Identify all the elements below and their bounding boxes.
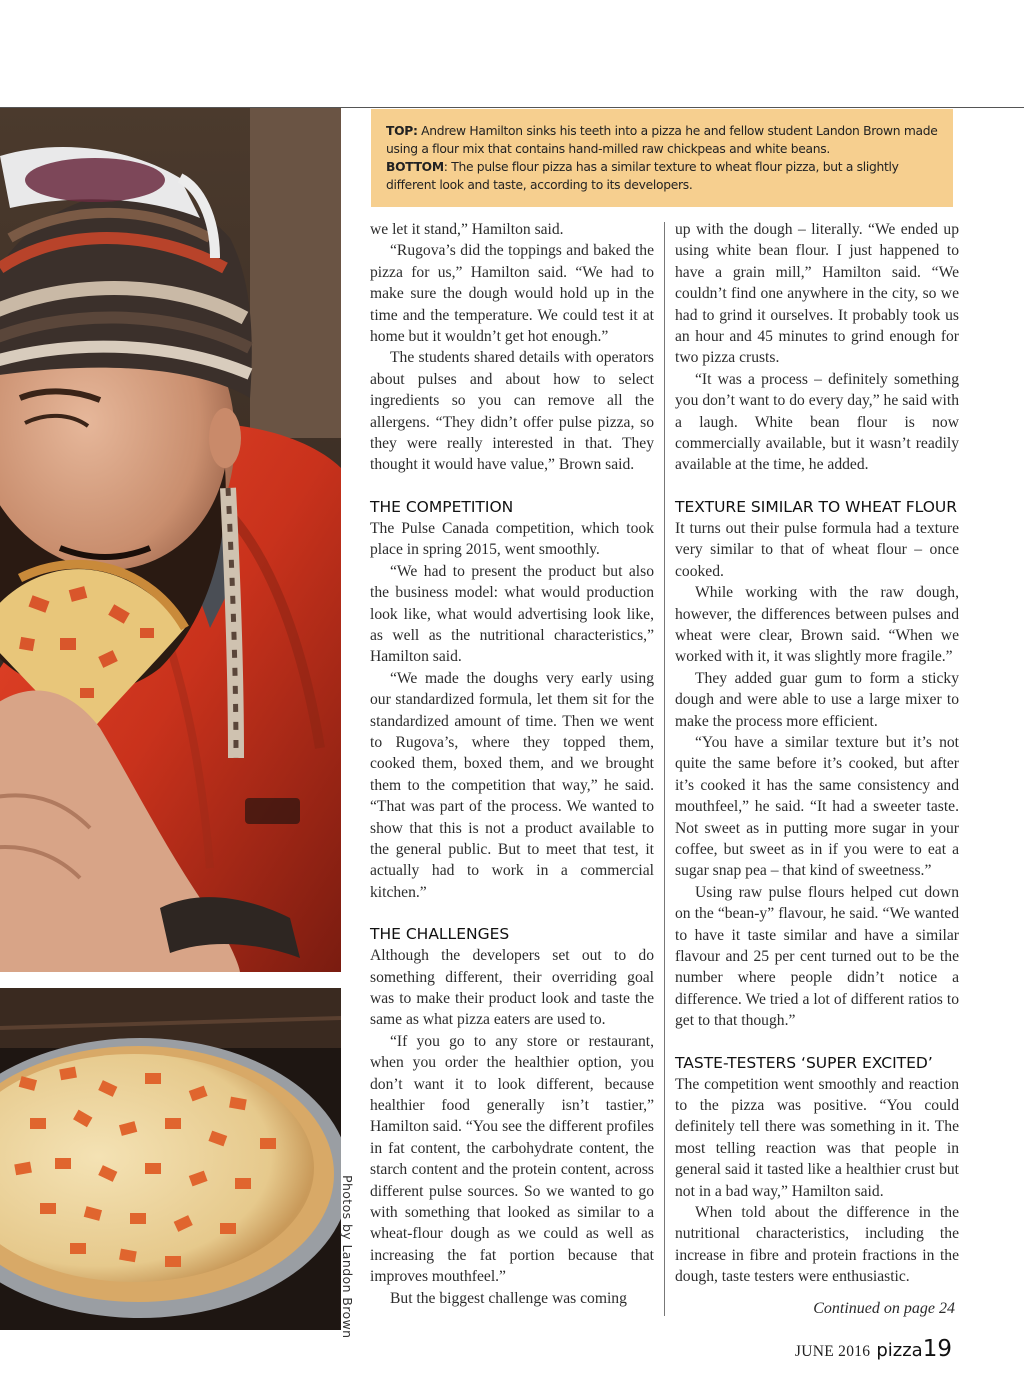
caption-bottom-label: BOTTOM — [386, 160, 444, 174]
paragraph: “If you go to any store or restaurant, when you order the healthier option, you don’t want it to look different, because healthier food generally isn’t tastier,” Hamilton said. “You see the different profiles in fat content, the carbohydrate content, the starch content and the protein content, across different pulse sources. So we wanted to go with something that looked as similar to a wheat-flour dough as we could as well as increasing the fat portion because that improves mouthfeel.” — [370, 1032, 654, 1286]
section-heading-challenges: THE CHALLENGES — [370, 925, 510, 944]
continued-note: Continued on page 24 — [813, 1300, 955, 1317]
section-heading-taste-testers: TASTE-TESTERS ‘SUPER EXCITED’ — [675, 1053, 933, 1072]
paragraph: While working with the raw dough, however, the differences between pulses and wheat were clear, Brown said. “When we worked with it, it was slightly more fragile.” — [675, 584, 959, 666]
photo-caption — [371, 109, 953, 207]
paragraph: The students shared details with operators about pulses and about how to select ingredients so you can remove all the allergens. “They didn’t offer pulse pizza, so they were really interested in that. They thought it would have value,” Brown said. — [370, 349, 654, 474]
paragraph: When told about the difference in the nutritional characteristics, including the increase in fibre and protein fractions in the dough, taste testers were enthusiastic. — [675, 1204, 959, 1286]
paragraph: “It was a process – definitely something you don’t want to do every day,” he said with a laugh. White bean flour is now commercially available, but it wasn’t readily available at the time, he added. — [675, 370, 959, 474]
paragraph: But the biggest challenge was coming — [390, 1289, 627, 1307]
photo-man-eating-pizza — [0, 108, 341, 972]
paragraph: up with the dough – literally. “We ended up using white bean flour. I just happened to have a grain mill,” Hamilton said. “We couldn’t find one anywhere in the city, so we had to grind it ourselves. It probably took us an hour and 45 minutes to grind enough for two pizza crusts. — [675, 221, 959, 367]
column-divider — [664, 222, 665, 1316]
paragraph: “You have a similar texture but it’s not quite the same before it’s cooked, but after it’s cooked it has the same consistency and mouthfeel,” he said. “It had a sweeter taste. Not sweet as in putting more sugar in your coffee, but sweet as in if you were to eat a sugar snap pea – that kind of sweetness.” — [675, 733, 959, 880]
photo-credit: Photos by Landon Brown — [340, 1175, 355, 1339]
article-column-right — [675, 219, 959, 1288]
paragraph: The competition went smoothly and reaction to the pizza was positive. “You could definitely tell there was something in it. The most telling reaction was that people in general said it tasted like a healthier crust but not in a bad way,” Hamilton said. — [675, 1075, 959, 1200]
issue-date: JUNE 2016 — [794, 1343, 871, 1360]
article-column-middle — [370, 219, 654, 1309]
caption-bottom-text: : The pulse flour pizza has a similar texture to wheat flour pizza, but a slightly different look and taste, according to its developers. — [386, 160, 899, 192]
caption-top-text: Andrew Hamilton sinks his teeth into a pizza he and fellow student Landon Brown made using a flour mix that contains hand-milled raw chickpeas and white beans. — [386, 124, 938, 156]
photo-pulse-flour-pizza — [0, 988, 341, 1330]
magazine-name: pizza — [876, 1340, 923, 1361]
page-folio — [740, 1336, 952, 1362]
paragraph: They added guar gum to form a sticky dough and were able to use a large mixer to make the process more efficient. — [675, 669, 959, 730]
caption-top-label: TOP: — [386, 124, 418, 138]
paragraph: It turns out their pulse formula had a texture very similar to that of wheat flour – once cooked. — [675, 519, 959, 580]
section-heading-competition: THE COMPETITION — [370, 497, 514, 516]
paragraph: Using raw pulse flours helped cut down on the “bean-y” flavour, he said. “We wanted to have it taste similar and have a similar flavour and 25 per cent turned out to be the number where people didn’t notice a difference. We tried a lot of different ratios to get to that though.” — [675, 883, 959, 1030]
paragraph: Although the developers set out to do something different, their overriding goal was to make their product look and taste the same as what pizza eaters are used to. — [370, 947, 654, 1029]
section-heading-texture: TEXTURE SIMILAR TO WHEAT FLOUR — [675, 497, 958, 516]
paragraph: we let it stand,” Hamilton said. — [370, 221, 564, 238]
paragraph: “We had to present the product but also the business model: what would production look like, what would advertising look like, as well as the nutritional characteristics,” Hamilton said. — [370, 562, 654, 666]
page-number: 19 — [922, 1336, 952, 1362]
paragraph: “Rugova’s did the toppings and baked the pizza for us,” Hamilton said. “We had to make sure the dough would hold up in the time and the temperature. We could test it at home but it wouldn’t get hot enough.” — [370, 242, 654, 346]
paragraph: The Pulse Canada competition, which took place in spring 2015, went smoothly. — [370, 519, 654, 559]
paragraph: “We made the doughs very early using our standardized formula, let them sit for the standardized amount of time. Then we went to Rugova’s, where they topped them, cooked them, boxed them, and we brought them to the competition that way,” he said. “That was part of the process. We wanted to show that this is not a product available to the general public. But to meet that test, it actually had to work in a commercial kitchen.” — [370, 669, 654, 901]
